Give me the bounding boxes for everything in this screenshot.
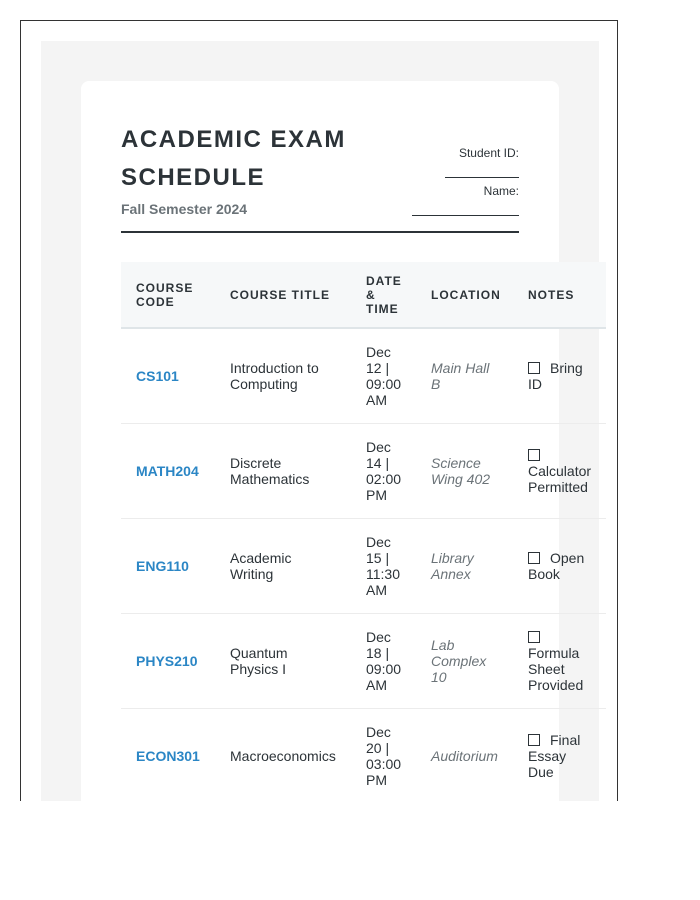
course-code-cell: CS101 [121, 328, 215, 424]
notes-text: Open Book [528, 550, 585, 582]
course-title-cell: Introduction to Computing [215, 328, 351, 424]
header-course-code: COURSE CODE [121, 262, 215, 328]
location-cell: Main Hall B [416, 328, 513, 424]
student-id-line [445, 177, 519, 178]
date-time-cell: Dec 14 | 02:00 PM [351, 424, 416, 519]
checkbox-icon[interactable] [528, 449, 540, 461]
notes-cell [513, 614, 606, 709]
table-row [121, 709, 606, 802]
notes-cell [513, 519, 606, 614]
location-cell: Auditorium [416, 709, 513, 802]
location-cell: Lab Complex 10 [416, 614, 513, 709]
header-notes: NOTES [513, 262, 606, 328]
name-label: Name: [483, 184, 519, 198]
checkbox-icon[interactable] [528, 631, 540, 643]
course-code-cell: ECON301 [121, 709, 215, 802]
checkbox-icon[interactable] [528, 362, 540, 374]
semester-subtitle: Fall Semester 2024 [121, 201, 248, 217]
table-row [121, 424, 606, 519]
date-time-cell: Dec 12 | 09:00 AM [351, 328, 416, 424]
notes-text: Formula Sheet Provided [528, 645, 584, 693]
header-course-title: COURSE TITLE [215, 262, 351, 328]
table-row [121, 328, 606, 424]
notes-cell [513, 328, 606, 424]
notes-text: Final Essay Due [528, 732, 581, 780]
header-date-time: DATE & TIME [351, 262, 416, 328]
document-viewport [20, 20, 618, 801]
document-header [121, 121, 519, 233]
header-location: LOCATION [416, 262, 513, 328]
table-row [121, 519, 606, 614]
name-line [412, 215, 519, 216]
table-header-row [121, 262, 606, 328]
date-time-cell: Dec 18 | 09:00 AM [351, 614, 416, 709]
course-code-cell: ENG110 [121, 519, 215, 614]
student-id-label: Student ID: [458, 146, 519, 160]
course-code-cell: PHYS210 [121, 614, 215, 709]
course-code-cell: MATH204 [121, 424, 215, 519]
notes-cell [513, 709, 606, 802]
course-title-cell: Quantum Physics I [215, 614, 351, 709]
course-title-cell: Discrete Mathematics [215, 424, 351, 519]
date-time-cell: Dec 15 | 11:30 AM [351, 519, 416, 614]
table-row [121, 614, 606, 709]
checkbox-icon[interactable] [528, 552, 540, 564]
course-title-cell: Academic Writing [215, 519, 351, 614]
notes-cell [513, 424, 606, 519]
notes-text: Calculator Permitted [528, 463, 592, 495]
exam-schedule-table [121, 262, 606, 801]
page-background [41, 41, 599, 801]
notes-text: Bring ID [528, 360, 583, 392]
date-time-cell: Dec 20 | 03:00 PM [351, 709, 416, 802]
schedule-card [81, 81, 592, 801]
checkbox-icon[interactable] [528, 734, 540, 746]
page-title: ACADEMIC EXAM SCHEDULE [121, 126, 346, 191]
course-title-cell: Macroeconomics [215, 709, 351, 802]
location-cell: Library Annex [416, 519, 513, 614]
location-cell: Science Wing 402 [416, 424, 513, 519]
